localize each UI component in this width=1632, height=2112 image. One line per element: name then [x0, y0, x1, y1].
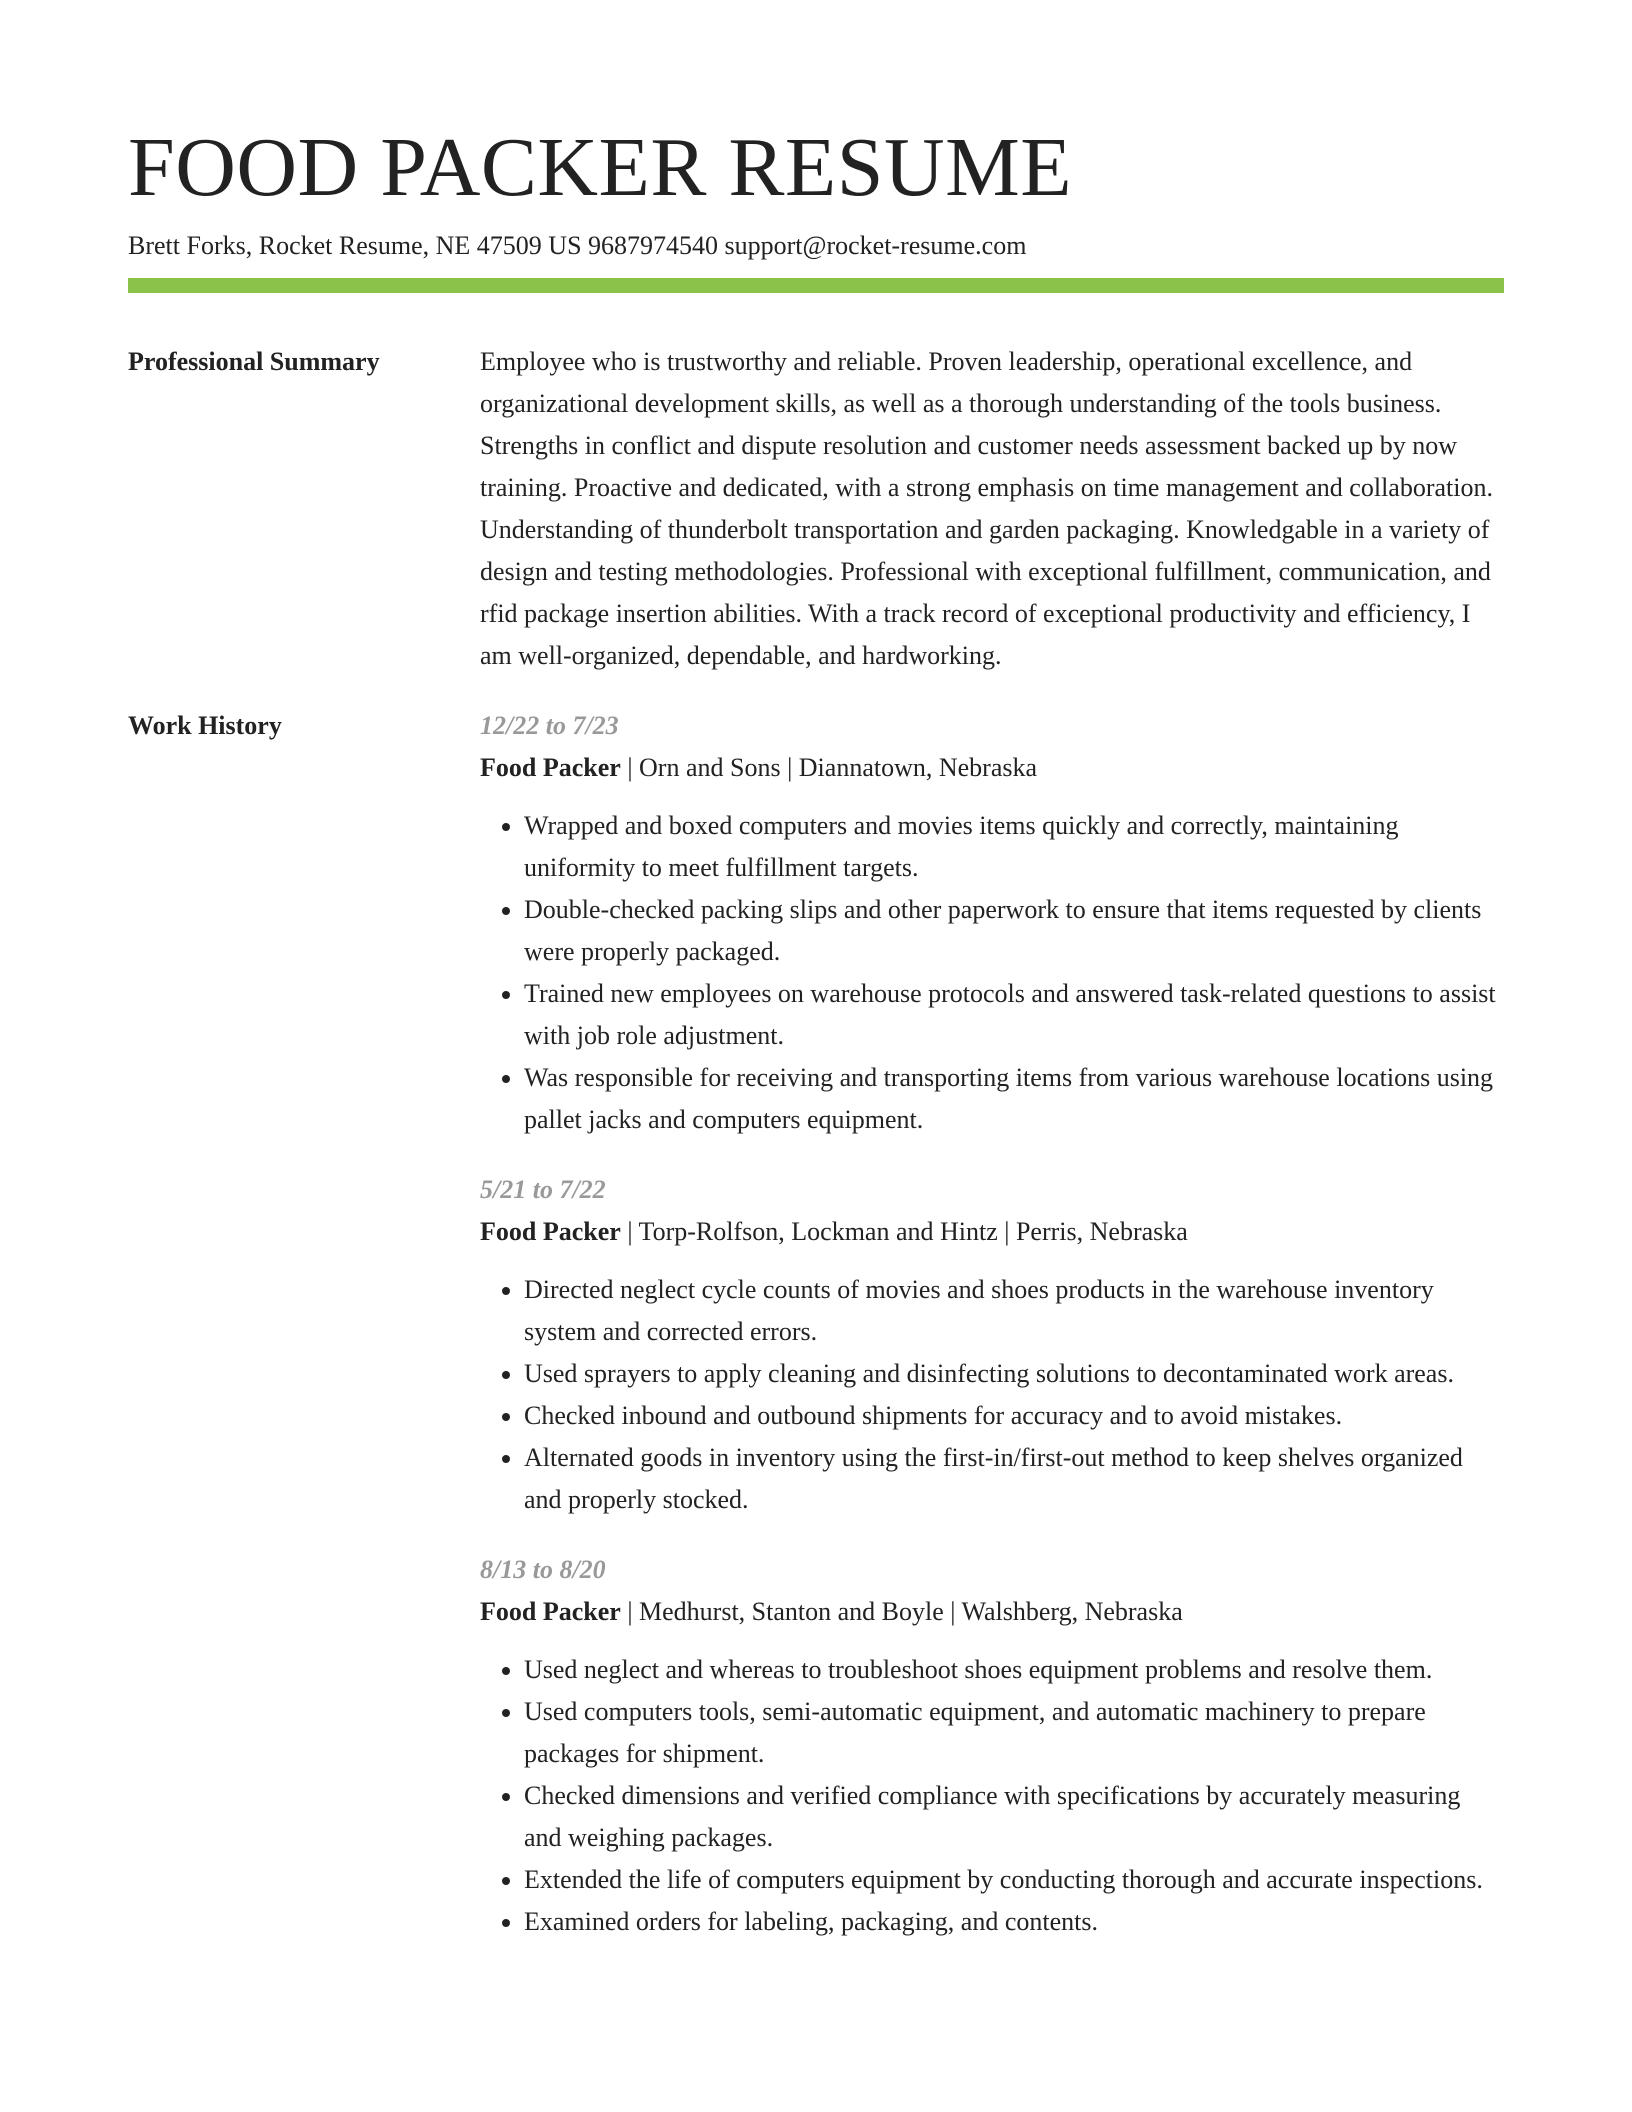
job-bullet: • Checked inbound and outbound shipments for accuracy and to avoid mistakes. [524, 1395, 1504, 1437]
job-bullet: • Double-checked packing slips and other paperwork to ensure that items requested by clients were properly packaged. [524, 889, 1504, 973]
job-bullet: • Wrapped and boxed computers and movies items quickly and correctly, maintaining uniformity to meet fulfillment targets. [524, 805, 1504, 889]
professional-summary-section [128, 343, 1504, 677]
job-bullet: • Was responsible for receiving and transporting items from various warehouse locations using pallet jacks and computers equipment. [524, 1057, 1504, 1141]
job-details: | Torp-Rolfson, Lockman and Hintz | Perris, Nebraska [620, 1217, 1188, 1246]
job-bullets [480, 1649, 1504, 1943]
job-bullet: • Extended the life of computers equipment by conducting thorough and accurate inspections. [524, 1859, 1504, 1901]
job-bullet: • Alternated goods in inventory using the first-in/first-out method to keep shelves organized and properly stocked. [524, 1437, 1504, 1521]
job-entry [480, 1169, 1504, 1521]
job-dates: 12/22 to 7/23 [480, 711, 619, 740]
job-dates: 8/13 to 8/20 [480, 1555, 606, 1584]
job-bullet: • Directed neglect cycle counts of movies and shoes products in the warehouse inventory system and corrected errors. [524, 1269, 1504, 1353]
job-heading [480, 1591, 1504, 1633]
job-dates: 5/21 to 7/22 [480, 1175, 606, 1204]
job-bullets [480, 805, 1504, 1141]
section-label-work-history: Work History [128, 711, 282, 740]
job-title: Food Packer [480, 1217, 621, 1246]
job-title: Food Packer [480, 1597, 621, 1626]
job-bullets [480, 1269, 1504, 1521]
job-bullet: • Used computers tools, semi-automatic equipment, and automatic machinery to prepare packages for shipment. [524, 1691, 1504, 1775]
summary-text: Employee who is trustworthy and reliable. Proven leadership, operational excellence, and organizational development skills, as well as a thorough understanding of the tools business. Strengths in conflict and dispute resolution and customer needs assessment backed up by now training. Proactive and dedicated, with a strong emphasis on time management and collaboration. Understanding of thunderbolt transportation and garden packaging. Knowledgable in a variety of design and testing methodologies. Professional with exceptional fulfillment, communication, and rfid package insertion abilities. With a track record of exceptional productivity and efficiency, I am well-organized, dependable, and hardworking. [480, 347, 1493, 670]
work-history-section [128, 707, 1504, 1973]
job-entry [480, 1549, 1504, 1943]
job-bullet: • Trained new employees on warehouse protocols and answered task-related questions to assist with job role adjustment. [524, 973, 1504, 1057]
job-heading [480, 747, 1504, 789]
job-entry [480, 705, 1504, 1141]
job-bullet: • Used neglect and whereas to troubleshoot shoes equipment problems and resolve them. [524, 1649, 1504, 1691]
job-bullet: • Used sprayers to apply cleaning and disinfecting solutions to decontaminated work areas. [524, 1353, 1504, 1395]
summary-body [480, 343, 1504, 677]
resume-page [128, 0, 1504, 1973]
job-title: Food Packer [480, 753, 621, 782]
section-label-summary: Professional Summary [128, 347, 380, 376]
work-history-body [480, 707, 1504, 1973]
job-bullet: • Examined orders for labeling, packaging, and contents. [524, 1901, 1504, 1943]
contact-line: Brett Forks, Rocket Resume, NE 47509 US 9687974540 support@rocket-resume.com [128, 231, 1027, 260]
resume-title: FOOD PACKER RESUME [128, 121, 1073, 214]
job-bullet: • Checked dimensions and verified compliance with specifications by accurately measuring and weighing packages. [524, 1775, 1504, 1859]
job-details: | Medhurst, Stanton and Boyle | Walshberg, Nebraska [620, 1597, 1183, 1626]
job-heading [480, 1211, 1504, 1253]
header-divider [128, 278, 1504, 293]
job-details: | Orn and Sons | Diannatown, Nebraska [620, 753, 1038, 782]
